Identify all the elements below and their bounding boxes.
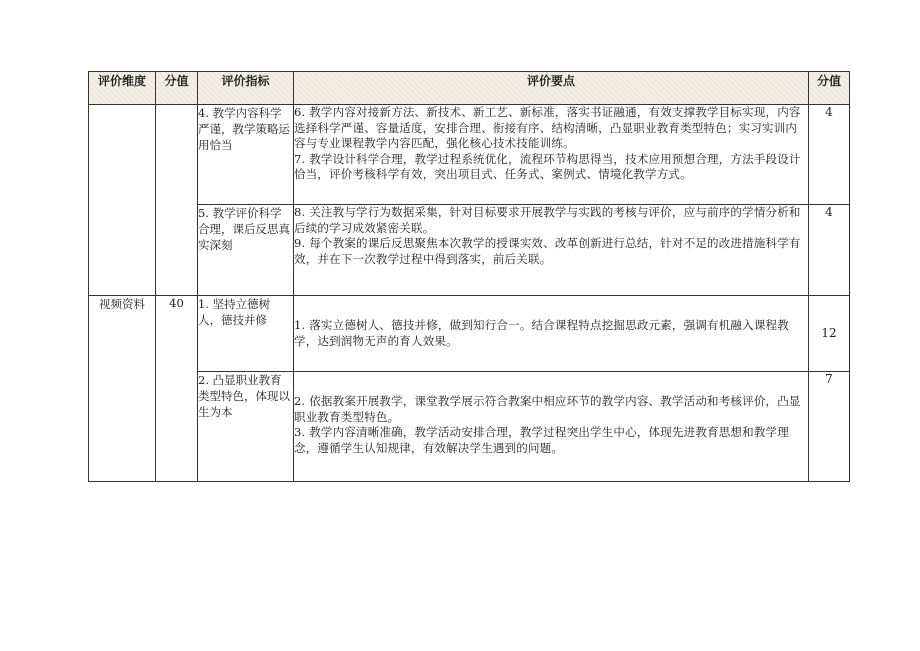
- point-item: 8. 关注教与学行为数据采集，针对目标要求开展教学与实践的考核与评价，应与前序的学情分析和后续的学习成效紧密关联。: [294, 205, 801, 235]
- header-points: 评价要点: [294, 72, 809, 105]
- point-item: 2. 依据教案开展教学，课堂教学展示符合教案中相应环节的教学内容、教学活动和考核评价，凸显职业教育类型特色。: [294, 394, 801, 424]
- points-cell: [294, 372, 809, 482]
- score-cell: 4: [809, 105, 850, 205]
- dimension-cell: 视频资料: [89, 296, 156, 482]
- indicator-cell: 1. 坚持立德树人，德技并修: [198, 296, 294, 372]
- table-row: [89, 105, 850, 205]
- point-item: 9. 每个教案的课后反思聚焦本次教学的授课实效、改革创新进行总结，针对不足的改进措施科学有效，并在下一次教学过程中得到落实，前后关联。: [294, 236, 801, 266]
- score-cell: 12: [809, 296, 850, 372]
- header-indicator: 评价指标: [198, 72, 294, 105]
- indicator-cell: 5. 教学评价科学合理，课后反思真实深刻: [198, 205, 294, 296]
- table-row: [89, 296, 850, 372]
- points-cell: [294, 105, 809, 205]
- points-cell: [294, 205, 809, 296]
- header-score: 分值: [156, 72, 198, 105]
- indicator-cell: 2. 凸显职业教育类型特色，体现以生为本: [198, 372, 294, 482]
- point-item: 1. 落实立德树人、德技并修，做到知行合一。结合课程特点挖掘思政元素，强调有机融入课程教学，达到润物无声的育人效果。: [294, 318, 789, 348]
- table-row: [89, 372, 850, 482]
- dimension-score-cell-empty: [156, 105, 198, 296]
- dimension-cell-empty: [89, 105, 156, 296]
- indicator-cell: 4. 教学内容科学严谨，教学策略运用恰当: [198, 105, 294, 205]
- header-row: [89, 72, 850, 105]
- header-dimension: 评价维度: [89, 72, 156, 105]
- score-cell: 7: [809, 372, 850, 482]
- points-cell: [294, 296, 809, 372]
- table-row: [89, 205, 850, 296]
- point-item: 6. 教学内容对接新方法、新技术、新工艺、新标准，落实书证融通，有效支撑教学目标实现，内容选择科学严谨、容量适度，安排合理、衔接有序、结构清晰，凸显职业教育类型特色；实习实训内容与专业课程教学内容匹配，强化核心技术技能训练。: [294, 105, 801, 150]
- point-item: 3. 教学内容清晰准确，教学活动安排合理，教学过程突出学生中心，体现先进教育思想和教学理念，遵循学生认知规律，有效解决学生遇到的问题。: [294, 425, 789, 455]
- dimension-score-cell: 40: [156, 296, 198, 482]
- header-score-2: 分值: [809, 72, 850, 105]
- score-cell: 4: [809, 205, 850, 296]
- point-item: 7. 教学设计科学合理，教学过程系统优化，流程环节构思得当，技术应用预想合理，方法手段设计恰当，评价考核科学有效，突出项目式、任务式、案例式、情境化教学方式。: [294, 151, 801, 181]
- evaluation-table: [88, 71, 850, 482]
